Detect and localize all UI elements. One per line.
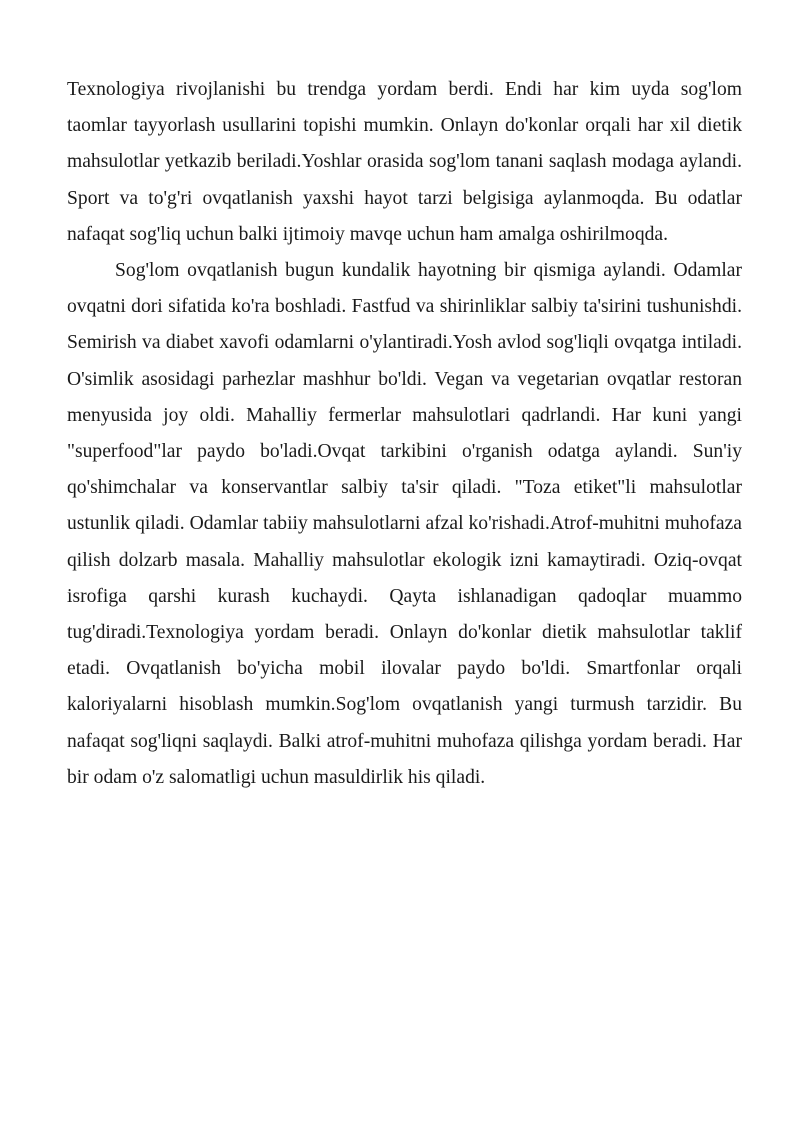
body-text <box>67 72 742 796</box>
paragraph-2: Sog'lom ovqatlanish bugun kundalik hayotning bir qismiga aylandi. Odamlar ovqatni dori sifatida ko'ra boshladi. Fastfud va shirinliklar salbiy ta'sirini tushunishdi. Semirish va diabet xavofi odamlarni o'ylantiradi.Yosh avlod sog'liqli ovqatga intiladi. O'simlik asosidagi parhezlar mashhur bo'ldi. Vegan va vegetarian ovqatlar restoran menyusida joy oldi. Mahalliy fermerlar mahsulotlari qadrlandi. Har kuni yangi "superfood"lar paydo bo'ladi.Ovqat tarkibini o'rganish odatga aylandi. Sun'iy qo'shimchalar va konservantlar salbiy ta'sir qiladi. "Toza etiket"li mahsulotlar ustunlik qiladi. Odamlar tabiiy mahsulotlarni afzal ko'rishadi.Atrof-muhitni muhofaza qilish dolzarb masala. Mahalliy mahsulotlar ekologik izni kamaytiradi. Oziq-ovqat isrofiga qarshi kurash kuchaydi. Qayta ishlanadigan qadoqlar muammo tug'diradi.Texnologiya yordam beradi. Onlayn do'konlar dietik mahsulotlar taklif etadi. Ovqatlanish bo'yicha mobil ilovalar paydo bo'ldi. Smartfonlar orqali kaloriyalarni hisoblash mumkin.Sog'lom ovqatlanish yangi turmush tarzidir. Bu nafaqat sog'liqni saqlaydi. Balki atrof-muhitni muhofaza qilishga yordam beradi. Har bir odam o'z salomatligi uchun masuldirlik his qiladi. <box>67 260 742 788</box>
paragraph-1: Texnologiya rivojlanishi bu trendga yordam berdi. Endi har kim uyda sog'lom taomlar tayyorlash usullarini topishi mumkin. Onlayn do'konlar orqali har xil dietik mahsulotlar yetkazib beriladi.Yoshlar orasida sog'lom tanani saqlash modaga aylandi. Sport va to'g'ri ovqatlanish yaxshi hayot tarzi belgisiga aylanmoqda. Bu odatlar nafaqat sog'liq uchun balki ijtimoiy mavqe uchun ham amalga oshirilmoqda. <box>67 79 742 245</box>
